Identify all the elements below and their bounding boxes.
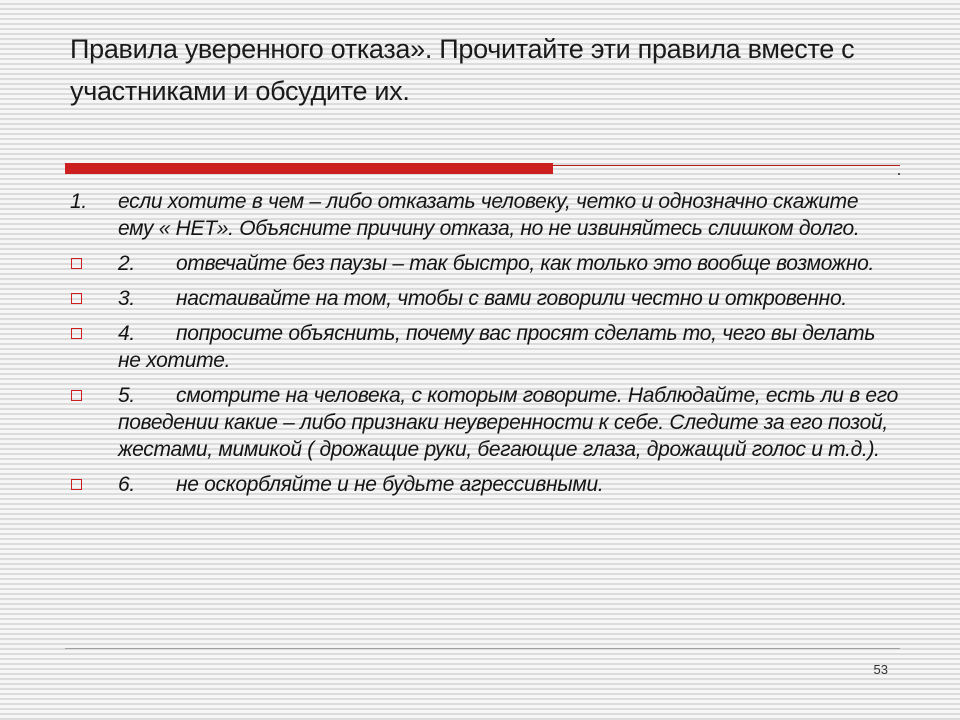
item-text: отвечайте без паузы – так быстро, как только это вообще возможно. [176, 252, 874, 275]
list-item [68, 471, 898, 498]
item-text: попросите объяснить, почему вас просят сделать то, чего вы делать не хотите. [118, 322, 876, 372]
list-item [68, 285, 898, 312]
list-item [68, 382, 898, 463]
divider-dot [898, 173, 900, 175]
item-number: 1. [70, 190, 87, 213]
item-text: если хотите в чем – либо отказать человеку, четко и однозначно скажите ему « НЕТ». Объясните причину отказа, но не извиняйтесь слишком долго. [118, 190, 860, 240]
divider-line [553, 165, 900, 166]
footer-divider [65, 648, 900, 649]
square-bullet-icon [71, 479, 82, 490]
rules-list [68, 188, 898, 506]
item-text: настаивайте на том, чтобы с вами говорили честно и откровенно. [176, 287, 847, 310]
accent-bar [65, 163, 553, 174]
item-number: 3. [118, 287, 135, 310]
list-item [68, 320, 898, 374]
square-bullet-icon [71, 293, 82, 304]
slide-title: Правила уверенного отказа». Прочитайте эти правила вместе с участниками и обсудите их. [70, 34, 855, 106]
square-bullet-icon [71, 390, 82, 401]
item-text: смотрите на человека, с которым говорите. Наблюдайте, есть ли в его поведении какие – либо признаки неуверенности к себе. Следите за его позой, жестами, мимикой ( дрожащие руки, бегающие глаза, дрожащий голос и т.д.). [118, 384, 898, 461]
list-item [68, 188, 898, 242]
list-item [68, 250, 898, 277]
item-number: 5. [118, 384, 135, 407]
page-number: 53 [873, 662, 888, 677]
item-number: 4. [118, 322, 135, 345]
square-bullet-icon [71, 258, 82, 269]
item-number: 2. [118, 252, 135, 275]
item-number: 6. [118, 473, 135, 496]
title-divider [65, 163, 900, 177]
item-text: не оскорбляйте и не будьте агрессивными. [176, 473, 604, 496]
square-bullet-icon [71, 328, 82, 339]
